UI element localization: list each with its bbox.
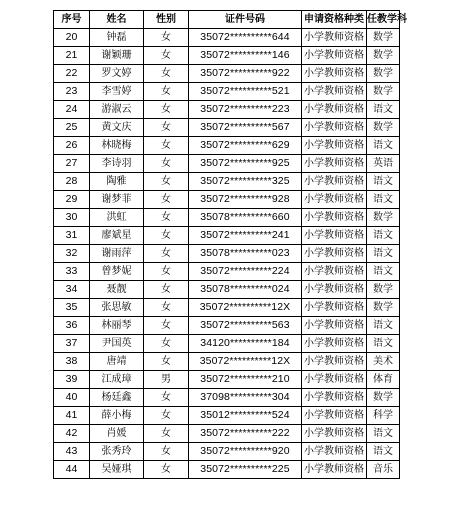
cell-name: 谢雨萍 — [90, 245, 144, 263]
cell-name: 黄文庆 — [90, 119, 144, 137]
cell-id: 35072**********210 — [189, 371, 302, 389]
table-row — [54, 299, 400, 317]
cell-qualification: 小学教师资格 — [302, 155, 367, 173]
cell-name: 肖媛 — [90, 425, 144, 443]
cell-subject: 语文 — [367, 335, 400, 353]
cell-id: 35072**********920 — [189, 443, 302, 461]
cell-name: 洪虹 — [90, 209, 144, 227]
header-gender: 性别 — [144, 11, 189, 29]
cell-name: 杨廷鑫 — [90, 389, 144, 407]
table-row — [54, 353, 400, 371]
cell-no: 35 — [54, 299, 90, 317]
table-row — [54, 263, 400, 281]
table-row — [54, 407, 400, 425]
cell-gender: 女 — [144, 389, 189, 407]
cell-id: 35072**********928 — [189, 191, 302, 209]
cell-gender: 女 — [144, 119, 189, 137]
cell-name: 唐靖 — [90, 353, 144, 371]
cell-id: 35072**********241 — [189, 227, 302, 245]
cell-name: 尹国英 — [90, 335, 144, 353]
cell-qualification: 小学教师资格 — [302, 461, 367, 479]
cell-id: 35072**********925 — [189, 155, 302, 173]
cell-gender: 女 — [144, 47, 189, 65]
cell-id: 35072**********563 — [189, 317, 302, 335]
cell-id: 35072**********644 — [189, 29, 302, 47]
cell-qualification: 小学教师资格 — [302, 65, 367, 83]
cell-gender: 女 — [144, 353, 189, 371]
cell-gender: 女 — [144, 317, 189, 335]
header-subject: 任教学科 — [367, 11, 400, 29]
cell-subject: 语文 — [367, 443, 400, 461]
table-row — [54, 29, 400, 47]
cell-qualification: 小学教师资格 — [302, 353, 367, 371]
table-row — [54, 191, 400, 209]
table-row — [54, 425, 400, 443]
table-row — [54, 317, 400, 335]
cell-name: 李雪婷 — [90, 83, 144, 101]
cell-no: 30 — [54, 209, 90, 227]
header-row — [54, 11, 400, 29]
cell-qualification: 小学教师资格 — [302, 425, 367, 443]
cell-gender: 女 — [144, 335, 189, 353]
table-row — [54, 335, 400, 353]
cell-no: 31 — [54, 227, 90, 245]
cell-id: 35078**********660 — [189, 209, 302, 227]
cell-no: 28 — [54, 173, 90, 191]
cell-no: 40 — [54, 389, 90, 407]
cell-no: 37 — [54, 335, 90, 353]
table-row — [54, 209, 400, 227]
cell-name: 张秀玲 — [90, 443, 144, 461]
cell-gender: 女 — [144, 191, 189, 209]
cell-no: 41 — [54, 407, 90, 425]
cell-subject: 数学 — [367, 389, 400, 407]
cell-gender: 男 — [144, 371, 189, 389]
cell-gender: 女 — [144, 263, 189, 281]
cell-qualification: 小学教师资格 — [302, 263, 367, 281]
cell-name: 钟磊 — [90, 29, 144, 47]
cell-id: 35072**********12X — [189, 299, 302, 317]
cell-gender: 女 — [144, 281, 189, 299]
cell-name: 谢颖珊 — [90, 47, 144, 65]
header-id: 证件号码 — [189, 11, 302, 29]
cell-qualification: 小学教师资格 — [302, 389, 367, 407]
cell-id: 35012**********524 — [189, 407, 302, 425]
cell-subject: 音乐 — [367, 461, 400, 479]
cell-name: 游淑云 — [90, 101, 144, 119]
table-row — [54, 173, 400, 191]
cell-gender: 女 — [144, 407, 189, 425]
cell-id: 35072**********325 — [189, 173, 302, 191]
applicant-table — [53, 10, 407, 479]
cell-gender: 女 — [144, 83, 189, 101]
cell-qualification: 小学教师资格 — [302, 47, 367, 65]
cell-subject: 体育 — [367, 371, 400, 389]
table-row — [54, 389, 400, 407]
table-row — [54, 83, 400, 101]
table-row — [54, 227, 400, 245]
cell-name: 吴娅琪 — [90, 461, 144, 479]
cell-qualification: 小学教师资格 — [302, 209, 367, 227]
cell-no: 36 — [54, 317, 90, 335]
cell-no: 33 — [54, 263, 90, 281]
cell-subject: 数学 — [367, 119, 400, 137]
cell-name: 张思敏 — [90, 299, 144, 317]
table-row — [54, 155, 400, 173]
cell-no: 26 — [54, 137, 90, 155]
cell-subject: 语文 — [367, 137, 400, 155]
cell-id: 35072**********223 — [189, 101, 302, 119]
cell-name: 谢梦菲 — [90, 191, 144, 209]
cell-gender: 女 — [144, 209, 189, 227]
table-row — [54, 443, 400, 461]
cell-no: 25 — [54, 119, 90, 137]
cell-qualification: 小学教师资格 — [302, 443, 367, 461]
cell-subject: 数学 — [367, 281, 400, 299]
cell-no: 32 — [54, 245, 90, 263]
cell-gender: 女 — [144, 461, 189, 479]
cell-no: 42 — [54, 425, 90, 443]
table-row — [54, 371, 400, 389]
cell-no: 23 — [54, 83, 90, 101]
cell-no: 34 — [54, 281, 90, 299]
cell-subject: 数学 — [367, 83, 400, 101]
cell-subject: 语文 — [367, 425, 400, 443]
header-qualification: 申请资格种类 — [302, 11, 367, 29]
cell-id: 35072**********922 — [189, 65, 302, 83]
cell-id: 34120**********184 — [189, 335, 302, 353]
header-name: 姓名 — [90, 11, 144, 29]
cell-gender: 女 — [144, 425, 189, 443]
cell-name: 陶雅 — [90, 173, 144, 191]
cell-name: 李诗羽 — [90, 155, 144, 173]
cell-qualification: 小学教师资格 — [302, 83, 367, 101]
cell-no: 43 — [54, 443, 90, 461]
table-row — [54, 101, 400, 119]
cell-id: 35072**********629 — [189, 137, 302, 155]
cell-gender: 女 — [144, 245, 189, 263]
cell-qualification: 小学教师资格 — [302, 299, 367, 317]
cell-qualification: 小学教师资格 — [302, 407, 367, 425]
cell-name: 聂靓 — [90, 281, 144, 299]
cell-id: 35072**********12X — [189, 353, 302, 371]
cell-name: 江成璋 — [90, 371, 144, 389]
cell-name: 林晓梅 — [90, 137, 144, 155]
cell-qualification: 小学教师资格 — [302, 173, 367, 191]
table-row — [54, 281, 400, 299]
cell-no: 22 — [54, 65, 90, 83]
roster-sheet — [53, 10, 407, 479]
table-row — [54, 47, 400, 65]
cell-gender: 女 — [144, 173, 189, 191]
cell-no: 20 — [54, 29, 90, 47]
table-row — [54, 119, 400, 137]
cell-no: 44 — [54, 461, 90, 479]
cell-subject: 语文 — [367, 191, 400, 209]
cell-qualification: 小学教师资格 — [302, 371, 367, 389]
cell-name: 林丽琴 — [90, 317, 144, 335]
cell-name: 曾梦妮 — [90, 263, 144, 281]
cell-subject: 语文 — [367, 173, 400, 191]
cell-no: 29 — [54, 191, 90, 209]
cell-qualification: 小学教师资格 — [302, 335, 367, 353]
table-row — [54, 245, 400, 263]
table-row — [54, 461, 400, 479]
cell-no: 39 — [54, 371, 90, 389]
cell-id: 35078**********024 — [189, 281, 302, 299]
cell-subject: 数学 — [367, 209, 400, 227]
table-row — [54, 65, 400, 83]
cell-id: 35072**********222 — [189, 425, 302, 443]
cell-subject: 语文 — [367, 317, 400, 335]
cell-gender: 女 — [144, 65, 189, 83]
cell-qualification: 小学教师资格 — [302, 137, 367, 155]
cell-qualification: 小学教师资格 — [302, 29, 367, 47]
cell-no: 21 — [54, 47, 90, 65]
cell-qualification: 小学教师资格 — [302, 317, 367, 335]
cell-gender: 女 — [144, 155, 189, 173]
cell-subject: 英语 — [367, 155, 400, 173]
cell-qualification: 小学教师资格 — [302, 101, 367, 119]
cell-no: 38 — [54, 353, 90, 371]
cell-subject: 语文 — [367, 227, 400, 245]
cell-subject: 语文 — [367, 263, 400, 281]
cell-qualification: 小学教师资格 — [302, 191, 367, 209]
header-no: 序号 — [54, 11, 90, 29]
cell-subject: 数学 — [367, 65, 400, 83]
cell-subject: 美术 — [367, 353, 400, 371]
cell-id: 35072**********224 — [189, 263, 302, 281]
cell-name: 薛小梅 — [90, 407, 144, 425]
cell-subject: 数学 — [367, 47, 400, 65]
cell-gender: 女 — [144, 29, 189, 47]
cell-gender: 女 — [144, 299, 189, 317]
cell-gender: 女 — [144, 227, 189, 245]
cell-id: 35072**********225 — [189, 461, 302, 479]
cell-no: 24 — [54, 101, 90, 119]
cell-gender: 女 — [144, 101, 189, 119]
cell-name: 罗文婷 — [90, 65, 144, 83]
cell-gender: 女 — [144, 137, 189, 155]
cell-id: 35072**********521 — [189, 83, 302, 101]
cell-qualification: 小学教师资格 — [302, 119, 367, 137]
cell-subject: 数学 — [367, 29, 400, 47]
cell-gender: 女 — [144, 443, 189, 461]
table-body — [54, 29, 400, 479]
cell-id: 37098**********304 — [189, 389, 302, 407]
table-row — [54, 137, 400, 155]
cell-subject: 数学 — [367, 299, 400, 317]
cell-subject: 语文 — [367, 245, 400, 263]
cell-qualification: 小学教师资格 — [302, 281, 367, 299]
cell-id: 35078**********023 — [189, 245, 302, 263]
cell-subject: 科学 — [367, 407, 400, 425]
cell-qualification: 小学教师资格 — [302, 245, 367, 263]
cell-subject: 语文 — [367, 101, 400, 119]
cell-no: 27 — [54, 155, 90, 173]
cell-qualification: 小学教师资格 — [302, 227, 367, 245]
cell-id: 35072**********146 — [189, 47, 302, 65]
cell-id: 35072**********567 — [189, 119, 302, 137]
cell-name: 廖斌星 — [90, 227, 144, 245]
